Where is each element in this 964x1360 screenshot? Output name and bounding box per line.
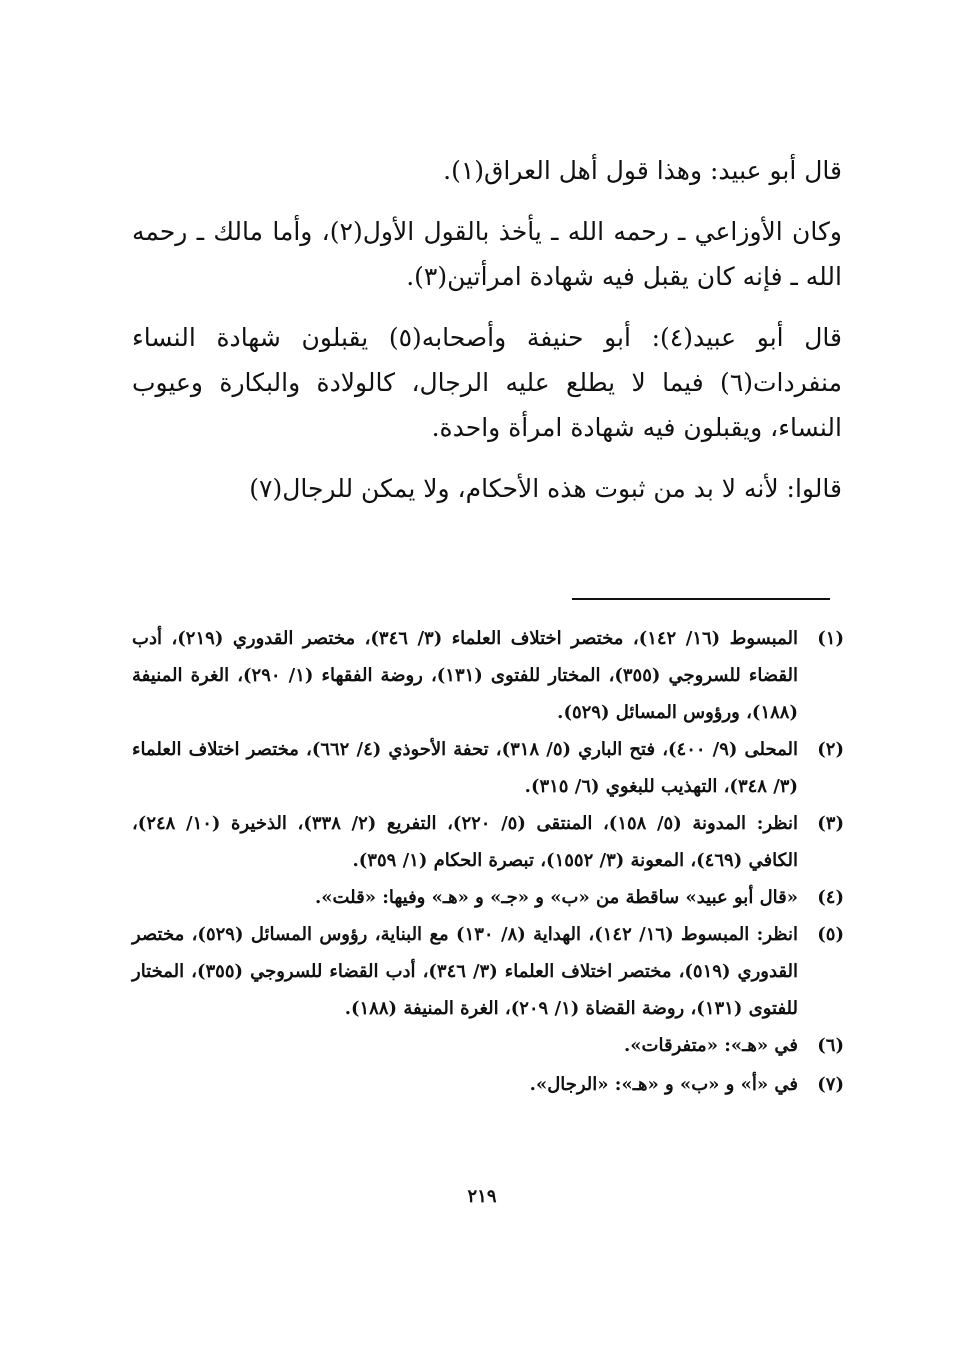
footnote-number: (٢) (817, 739, 844, 760)
main-text (132, 148, 842, 511)
footnote-text: في «أ» و «ب» و «هـ»: «الرجال». (529, 1074, 798, 1095)
page-number: ٢١٩ (467, 1186, 497, 1207)
footnote-4 (132, 879, 844, 916)
footnotes (132, 620, 844, 1103)
footnote-text: انظر: المدونة (٥/ ١٥٨)، المنتقى (٥/ ٢٢٠)، التفريع (٢/ ٣٣٨)، الذخيرة (١٠/ ٢٤٨)، الكافي (٤٦٩)، المعونة (٣/ ١٥٥٢)، تبصرة الحكام (١/ ٣٥٩). (132, 813, 799, 871)
paragraph-2: وكان الأوزاعي ـ رحمه الله ـ يأخذ بالقول الأول(٢)، وأما مالك ـ رحمه الله ـ فإنه كان يقبل فيه شهادة امرأتين(٣). (132, 217, 842, 291)
footnote-6 (132, 1027, 844, 1064)
footnote-7 (132, 1066, 844, 1103)
footnote-text: في «هـ»: «متفرقات». (624, 1035, 798, 1056)
footnote-5 (132, 916, 844, 1027)
footnote-text: المبسوط (١٦/ ١٤٢)، مختصر اختلاف العلماء (٣/ ٣٤٦)، مختصر القدوري (٢١٩)، أدب القضاء للسروجي (٣٥٥)، المختار للفتوى (١٣١)، روضة الفقهاء (١/ ٢٩٠)، الغرة المنيفة (١٨٨)، ورؤوس المسائل (٥٢٩). (132, 628, 799, 723)
paragraph-4: قالوا: لأنه لا بد من ثبوت هذه الأحكام، ولا يمكن للرجال(٧) (249, 474, 842, 503)
footnote-number: (٦) (817, 1035, 844, 1056)
footnote-number: (١) (817, 628, 844, 649)
footnote-number: (٤) (817, 887, 844, 908)
footnote-1 (132, 620, 844, 731)
footnote-number: (٣) (817, 813, 844, 834)
footnote-text: المحلى (٩/ ٤٠٠)، فتح الباري (٥/ ٣١٨)، تحفة الأحوذي (٤/ ٦٦٢)، مختصر اختلاف العلماء (٣/ ٣٤٨)، التهذيب للبغوي (٦/ ٣١٥). (132, 739, 799, 797)
footnote-number: (٧) (817, 1074, 844, 1095)
footnote-2 (132, 731, 844, 805)
footnote-text: انظر: المبسوط (١٦/ ١٤٢)، الهداية (٨/ ١٣٠) مع البناية، رؤوس المسائل (٥٢٩)، مختصر القدوري (٥١٩)، مختصر اختلاف العلماء (٣/ ٣٤٦)، أدب القضاء للسروجي (٣٥٥)، المختار للفتوى (١٣١)، روضة القضاة (١/ ٢٠٩)، الغرة المنيفة (١٨٨). (132, 924, 799, 1019)
footnote-number: (٥) (817, 924, 844, 945)
paragraph-1: قال أبو عبيد: وهذا قول أهل العراق(١). (443, 156, 842, 185)
paragraph-3: قال أبو عبيد(٤): أبو حنيفة وأصحابه(٥) يقبلون شهادة النساء منفردات(٦) فيما لا يطلع عليه الرجال، كالولادة والبكارة وعيوب النساء، ويقبلون فيه شهادة امرأة واحدة. (132, 323, 843, 442)
footnote-separator (572, 598, 830, 600)
footnote-text: «قال أبو عبيد» ساقطة من «ب» و «جـ» و «هـ» وفيها: «قلت». (314, 887, 798, 908)
footnote-3 (132, 805, 844, 879)
